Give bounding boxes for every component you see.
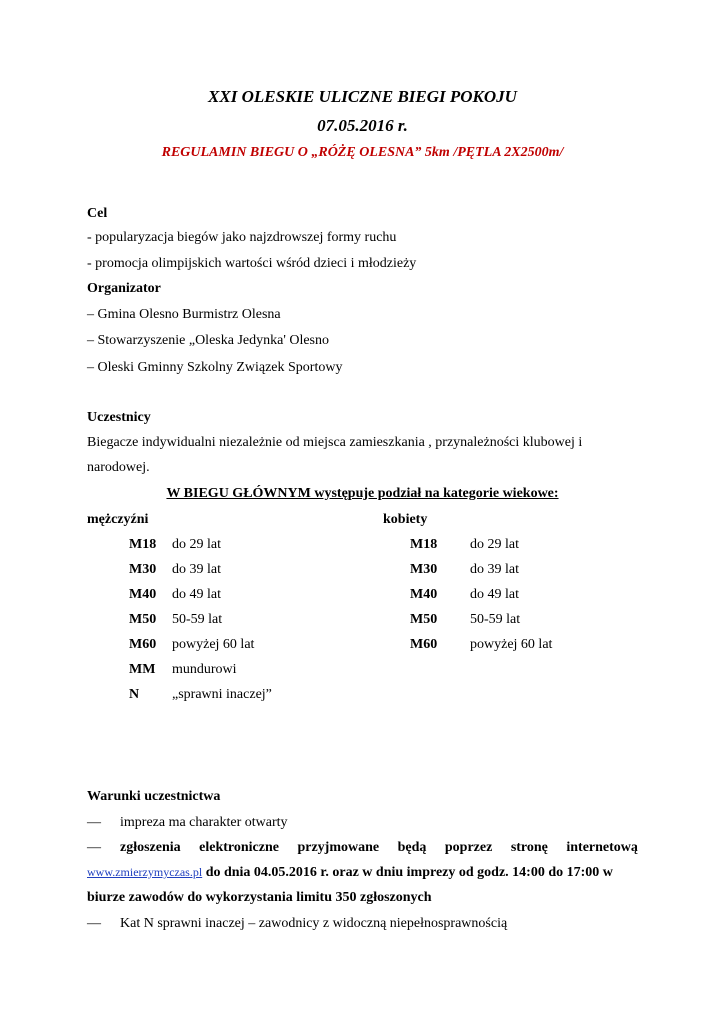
women-category-desc: do 39 lat [470,562,519,577]
men-category-code: M30 [129,562,157,577]
uczestnicy-heading: Uczestnicy [87,410,151,425]
registration-website-link[interactable]: www.zmierzymyczas.pl [87,865,203,879]
warunki-item-2-word: zgłoszenia [120,840,181,855]
categories-heading: W BIEGU GŁÓWNYM występuje podział na kategorie wiekowe: [166,486,559,501]
men-category-desc: mundurowi [172,662,237,677]
uczestnicy-text-line-2: narodowej. [87,460,150,475]
women-category-desc: do 29 lat [470,537,519,552]
men-category-code: MM [129,662,156,677]
cel-item-2: - promocja olimpijskich wartości wśród dzieci i młodzieży [87,256,417,271]
event-date: 07.05.2016 r. [317,116,408,135]
warunki-dash-3: — [87,916,101,931]
men-category-code: M60 [129,637,157,652]
men-category-code: M40 [129,587,157,602]
men-category-desc: powyżej 60 lat [172,637,255,652]
men-category-desc: „sprawni inaczej” [172,687,272,702]
warunki-item-2-word: stronę [510,840,548,855]
women-category-code: M40 [410,587,438,602]
warunki-dash-2: — [87,840,101,855]
women-category-code: M18 [410,537,438,552]
warunki-heading: Warunki uczestnictwa [87,789,221,804]
men-label: mężczyźni [87,512,149,527]
organizator-item-2: – Stowarzyszenie „Oleska Jedynka' Olesno [87,333,330,348]
organizator-item-3: – Oleski Gminny Szkolny Związek Sportowy [87,360,343,375]
uczestnicy-text-line-1: Biegacze indywidualni niezależnie od miejsca zamieszkania , przynależności klubowej i [87,435,583,450]
men-category-code: M50 [129,612,157,627]
warunki-item-2-word: elektroniczne [199,840,279,855]
warunki-item-2-line-3: biurze zawodów do wykorzystania limitu 350 zgłoszonych [87,890,432,905]
women-category-desc: 50-59 lat [470,612,521,627]
warunki-item-2-line-1 [120,840,638,856]
organizator-item-1: – Gmina Olesno Burmistrz Olesna [87,307,281,322]
organizator-heading: Organizator [87,281,161,296]
warunki-item-2-word: internetową [566,840,638,855]
warunki-item-2-word: przyjmowane [297,840,380,855]
cel-heading: Cel [87,206,108,221]
men-category-desc: do 29 lat [172,537,221,552]
warunki-item-2-word: będą [397,840,427,855]
men-category-desc: do 39 lat [172,562,221,577]
event-title: XXI OLESKIE ULICZNE BIEGI POKOJU [208,87,517,106]
warunki-item-2-rest: do dnia 04.05.2016 r. oraz w dniu imprezy od godz. 14:00 do 17:00 w [202,865,613,880]
regulation-subtitle: REGULAMIN BIEGU O „RÓŻĘ OLESNA” 5km /PĘTLA 2X2500m/ [161,145,564,160]
women-category-desc: powyżej 60 lat [470,637,553,652]
women-category-desc: do 49 lat [470,587,519,602]
cel-item-1: - popularyzacja biegów jako najzdrowszej formy ruchu [87,230,397,245]
men-category-desc: do 49 lat [172,587,221,602]
men-category-desc: 50-59 lat [172,612,223,627]
warunki-item-1: impreza ma charakter otwarty [120,815,288,830]
women-category-code: M50 [410,612,438,627]
warunki-item-2-line-2 [87,865,613,881]
warunki-dash-1: — [87,815,101,830]
warunki-item-3: Kat N sprawni inaczej – zawodnicy z widoczną niepełnosprawnością [120,916,508,931]
men-category-code: N [129,687,140,702]
women-label: kobiety [383,512,428,527]
women-category-code: M30 [410,562,438,577]
women-category-code: M60 [410,637,438,652]
men-category-code: M18 [129,537,157,552]
warunki-item-2-word: poprzez [444,840,493,855]
